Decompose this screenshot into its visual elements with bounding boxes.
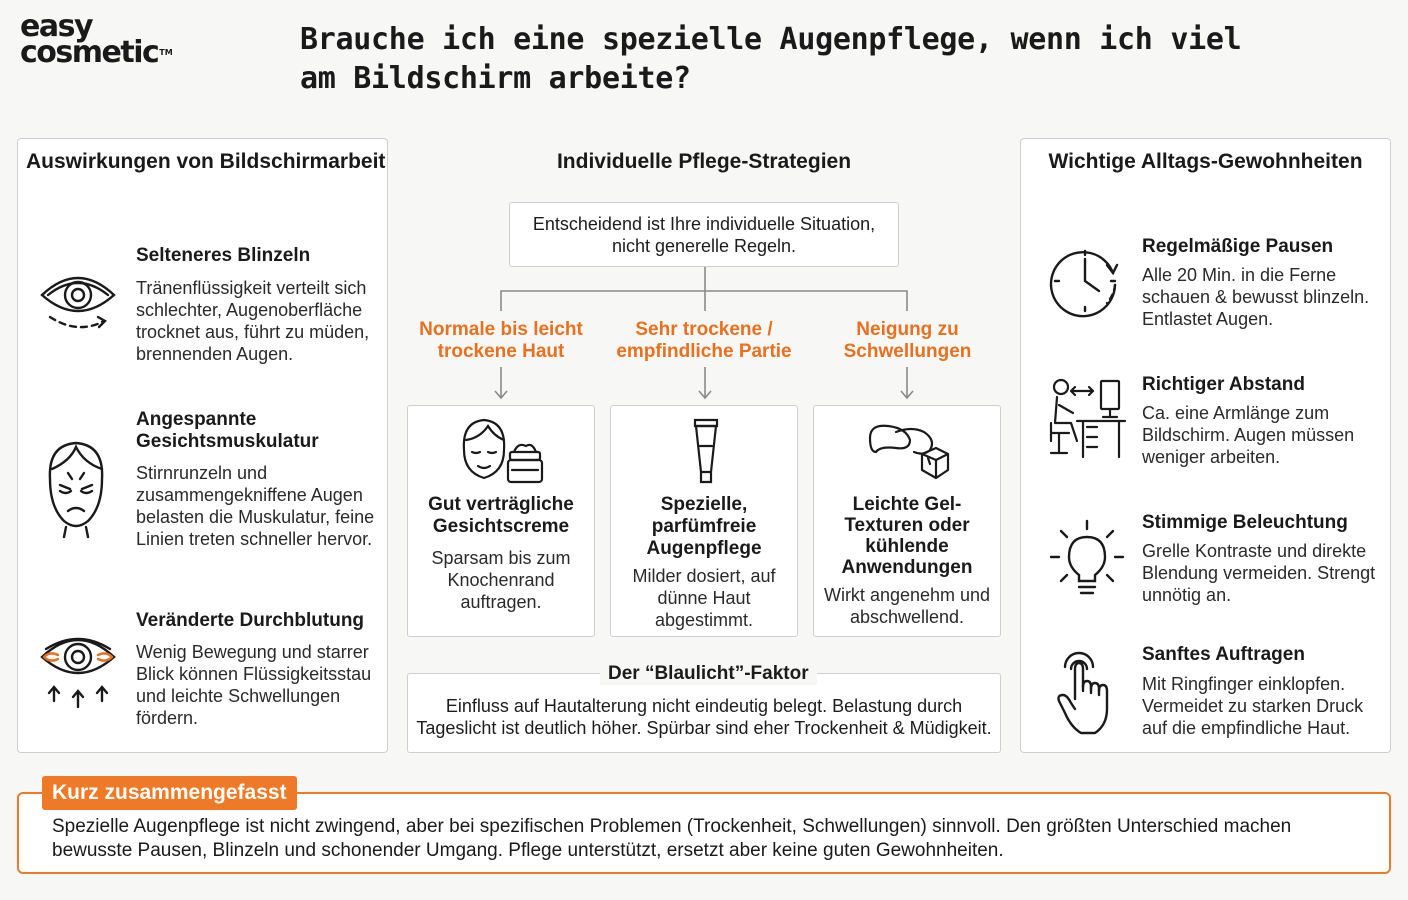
effect-text-circulation: Wenig Bewegung und starrer Blick können Flüssigkeitsstau und leichte Schwellungen fördern. — [136, 642, 372, 728]
habit-text-lighting: Grelle Kontraste und direkte Blendung vermeiden. Strengt unnötig an. — [1142, 541, 1376, 605]
bluelight-title: Der “Blaulicht”-Faktor — [600, 663, 817, 685]
card-title-normal: Gut verträgliche Gesichtscreme — [428, 494, 574, 537]
eye-icon — [38, 267, 118, 337]
card-text-normal: Sparsam bis zum Knochenrand auftragen. — [431, 548, 571, 612]
summary-text: Spezielle Augenpflege ist nicht zwingend, aber bei spezifischen Problemen (Trockenheit, Schwellungen) sinnvoll. Den größten Unterschied machen bewusste Pausen, Blinzeln und schonender Umgang. Pflege unterstützt, ersetzt aber keine guten Gewohnheiten. — [52, 816, 1292, 861]
habit-head-breaks: Regelmäßige Pausen — [1142, 236, 1334, 257]
bluelight-box — [407, 673, 1001, 753]
gel-pads-ice-icon — [866, 418, 952, 484]
card-text-dry: Milder dosiert, auf dünne Haut abgestimmt. — [632, 566, 776, 630]
desk-distance-icon — [1047, 377, 1127, 463]
clock-icon — [1047, 243, 1123, 319]
bluelight-text: Einfluss auf Hautalterung nicht eindeutig belegt. Belastung durch Tageslicht ist deutlich höher. Spürbar sind eher Trockenheit & Müdigkeit. — [416, 696, 992, 738]
strategy-card-dry — [610, 405, 798, 637]
lightbulb-icon — [1047, 517, 1127, 601]
effect-text-muscles: Stirnrunzeln und zusammengekniffene Augen belasten die Muskulatur, feine Linien treten schneller hervor. — [136, 463, 375, 549]
card-title-swelling: Leichte Gel-Texturen oder kühlende Anwendungen — [841, 494, 973, 578]
eye-cream-tube-icon — [691, 416, 721, 486]
strategy-card-normal — [407, 405, 595, 637]
branch-label-dry: Sehr trockene / empfindliche Partie — [616, 319, 792, 362]
strategy-card-swelling — [813, 405, 1001, 637]
logo-line-2: cosmetic — [20, 35, 159, 70]
panel-screen-effects — [17, 138, 388, 753]
summary-tag: Kurz zusammengefasst — [42, 776, 297, 810]
branch-label-normal: Normale bis leicht trockene Haut — [419, 319, 583, 362]
habit-head-application: Sanftes Auftragen — [1142, 644, 1305, 665]
intro-box — [509, 202, 899, 267]
logo-line-1: easy — [20, 9, 93, 44]
page-title: Brauche ich eine spezielle Augenpflege, wenn ich viel am Bildschirm arbeite? — [300, 22, 1242, 96]
habit-head-distance: Richtiger Abstand — [1142, 374, 1305, 395]
habit-head-lighting: Stimmige Beleuchtung — [1142, 512, 1348, 533]
panel-daily-habits — [1020, 138, 1391, 753]
finger-tap-icon — [1055, 647, 1119, 737]
logo-trademark: TM — [159, 48, 173, 57]
panel-title-effects: Auswirkungen von Bildschirmarbeit — [26, 150, 386, 173]
eye-circulation-icon — [38, 627, 118, 711]
panel-title-habits: Wichtige Alltags-Gewohnheiten — [1048, 150, 1363, 173]
card-title-dry: Spezielle, parfümfreie Augenpflege — [646, 494, 762, 559]
card-text-swelling: Wirkt angenehm und abschwellend. — [823, 585, 991, 627]
intro-text: Entscheidend ist Ihre individuelle Situation, nicht generelle Regeln. — [532, 214, 876, 256]
tense-face-icon — [40, 439, 112, 539]
effect-head-circulation: Veränderte Durchblutung — [136, 610, 365, 631]
branch-label-swelling: Neigung zu Schwellungen — [843, 319, 972, 362]
habit-text-application: Mit Ringfinger einklopfen. Vermeidet zu starken Druck auf die empfindliche Haut. — [1142, 674, 1364, 738]
face-cream-icon — [458, 416, 548, 486]
habit-text-breaks: Alle 20 Min. in die Ferne schauen & bewusst blinzeln. Entlastet Augen. — [1142, 265, 1370, 329]
brand-logo — [20, 9, 173, 70]
effect-head-muscles: Angespannte Gesichtsmuskulatur — [136, 409, 319, 452]
habit-text-distance: Ca. eine Armlänge zum Bildschirm. Augen müssen weniger arbeiten. — [1142, 403, 1355, 467]
panel-title-strategies: Individuelle Pflege-Strategien — [556, 150, 852, 173]
effect-head-blinking: Selteneres Blinzeln — [136, 245, 311, 266]
effect-text-blinking: Tränenflüssigkeit verteilt sich schlechter, Augenoberfläche trocknet aus, führt zu müden, brennenden Augen. — [136, 278, 370, 364]
